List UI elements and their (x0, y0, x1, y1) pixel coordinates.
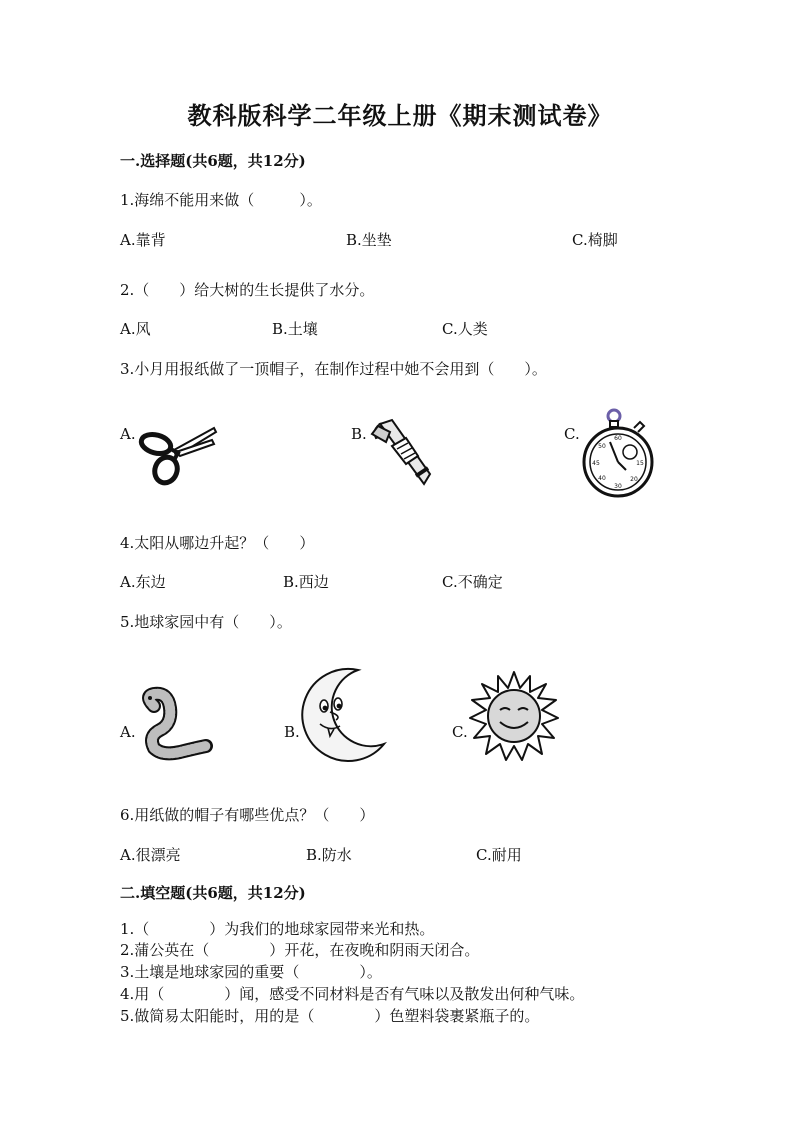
question-3: 3.小月用报纸做了一顶帽子，在制作过程中她不会用到（ ）。 (120, 360, 547, 378)
svg-text:30: 30 (614, 483, 622, 490)
q4-option-b: B.西边 (283, 573, 329, 591)
q5-option-a: A. (120, 723, 136, 741)
q4-option-c: C.不确定 (442, 573, 503, 591)
fill-item-1: 1.（ ）为我们的地球家园带来光和热。 (120, 920, 435, 938)
q1-option-c: C.椅脚 (572, 231, 618, 249)
page-title: 教科版科学二年级上册《期末测试卷》 (187, 101, 613, 130)
stopwatch-icon (580, 408, 660, 498)
glue-stick-icon (366, 418, 436, 490)
question-6: 6.用纸做的帽子有哪些优点？（ ） (120, 806, 375, 824)
svg-text:40: 40 (598, 475, 606, 482)
q5-option-c: C. (452, 723, 468, 741)
q2-option-c: C.人类 (442, 320, 488, 338)
q6-option-c: C.耐用 (476, 846, 522, 864)
q2-option-b: B.土壤 (272, 320, 318, 338)
scissors-icon (136, 420, 218, 488)
q3-option-a: A. (120, 425, 136, 443)
svg-text:45: 45 (592, 460, 600, 467)
section-heading-fill: 二.填空题(共6题，共12分) (120, 884, 306, 902)
q6-option-b: B.防水 (306, 846, 352, 864)
question-2: 2.（ ）给大树的生长提供了水分。 (120, 281, 375, 299)
question-4: 4.太阳从哪边升起？（ ） (120, 534, 315, 552)
earthworm-icon (140, 690, 216, 762)
fill-item-5: 5.做简易太阳能时，用的是（ ）色塑料袋裹紧瓶子的。 (120, 1007, 540, 1025)
q1-option-b: B.坐垫 (346, 231, 392, 249)
svg-text:60: 60 (614, 435, 622, 442)
q6-option-a: A.很漂亮 (120, 846, 181, 864)
q1-option-a: A.靠背 (120, 231, 166, 249)
fill-item-4: 4.用（ ）闻，感受不同材料是否有气味以及散发出何种气味。 (120, 985, 585, 1003)
q3-option-b: B. (351, 425, 367, 443)
section-heading-choice: 一.选择题(共6题，共12分) (120, 152, 306, 170)
q4-option-a: A.东边 (120, 573, 166, 591)
fill-item-2: 2.蒲公英在（ ）开花，在夜晚和阴雨天闭合。 (120, 941, 480, 959)
sun-icon (468, 670, 560, 762)
crescent-moon-icon (298, 666, 388, 762)
svg-text:50: 50 (598, 443, 606, 450)
q3-option-c: C. (564, 425, 580, 443)
svg-text:20: 20 (630, 476, 638, 483)
fill-item-3: 3.土壤是地球家园的重要（ ）。 (120, 963, 382, 981)
q5-option-b: B. (284, 723, 300, 741)
q2-option-a: A.风 (120, 320, 151, 338)
question-1: 1.海绵不能用来做（ ）。 (120, 191, 322, 209)
question-5: 5.地球家园中有（ ）。 (120, 613, 292, 631)
svg-text:15: 15 (636, 460, 644, 467)
